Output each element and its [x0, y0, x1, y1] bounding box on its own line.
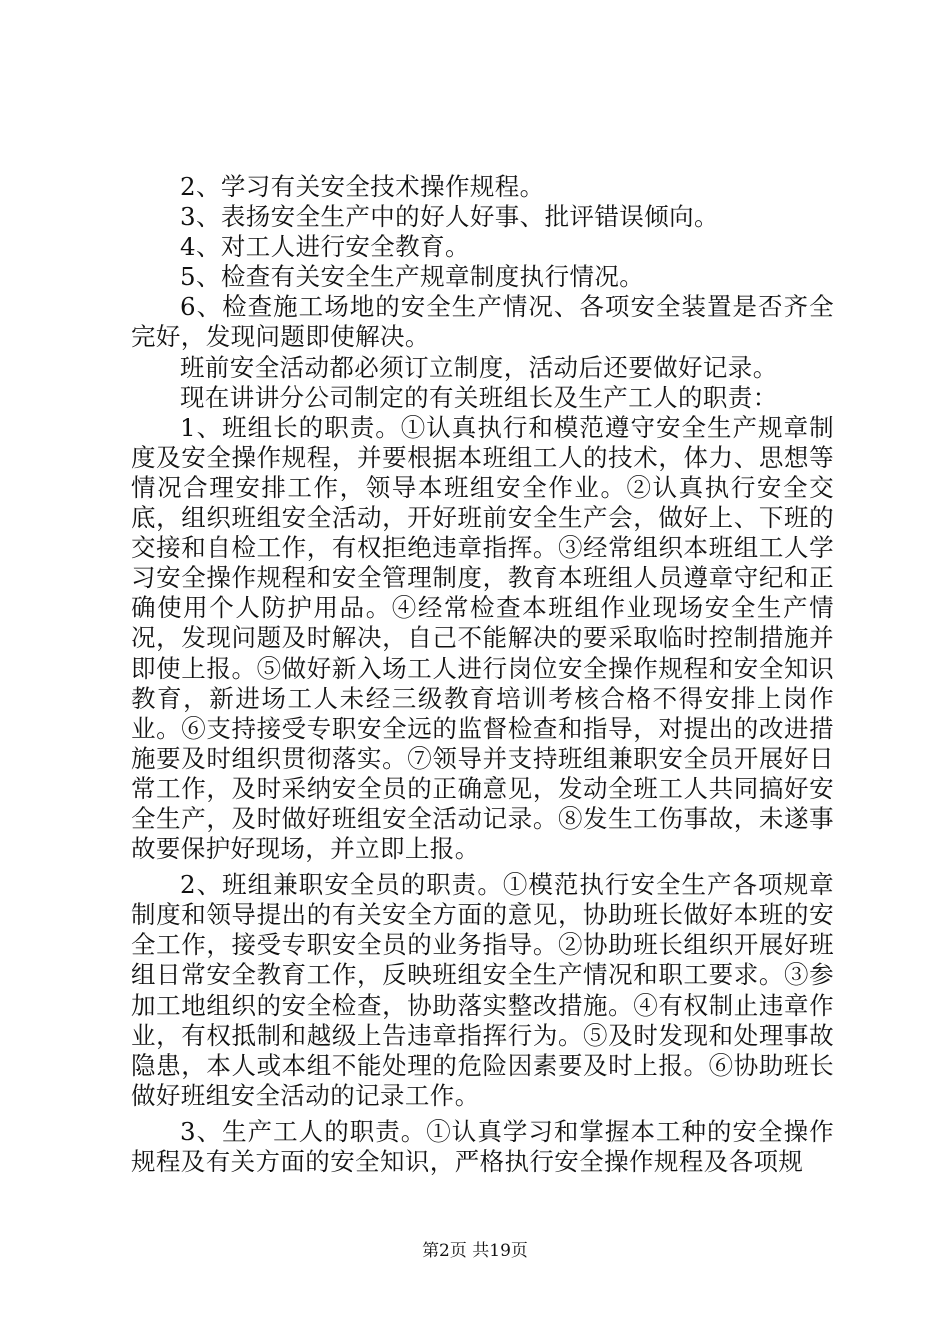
- document-body: [131, 172, 834, 1177]
- paragraph-duties-intro: 现在讲讲分公司制定的有关班组长及生产工人的职责：: [180, 382, 778, 412]
- paragraph-safety-officer-duties: 2、班组兼职安全员的职责。①模范执行安全生产各项规章制度和领导提出的有关安全方面的意见，协助班长做好本班的安全工作，接受专职安全员的业务指导。②协助班长组织开展好班组日常安全教育工作，反映班组安全生产情况和职工要求。③参加工地组织的安全检查，协助落实整改措施。④有权制止违章作业，有权抵制和越级上告违章指挥行为。⑤及时发现和处理事故隐患，本人或本组不能处理的危险因素要及时上报。⑥协助班长做好班组安全活动的记录工作。: [131, 870, 834, 1110]
- paragraph-item-5: 5、检查有关安全生产规章制度执行情况。: [180, 262, 645, 292]
- paragraph-item-4: 4、对工人进行安全教育。: [180, 232, 470, 262]
- paragraph-item-6: 6、检查施工场地的安全生产情况、各项安全装置是否齐全完好，发现问题即使解决。: [131, 292, 834, 352]
- paragraph-item-3: 3、表扬安全生产中的好人好事、批评错误倾向。: [180, 202, 719, 232]
- paragraph-item-2: 2、学习有关安全技术操作规程。: [180, 172, 545, 201]
- paragraph-team-leader-duties: 1、班组长的职责。①认真执行和模范遵守安全生产规章制度及安全操作规程，并要根据本班组工人的技术，体力、思想等情况合理安排工作，领导本班组安全作业。②认真执行安全交底，组织班组安全活动，开好班前安全生产会，做好上、下班的交接和自检工作，有权拒绝违章指挥。③经常组织本班组工人学习安全操作规程和安全管理制度，教育本班组人员遵章守纪和正确使用个人防护用品。④经常检查本班组作业现场安全生产情况，发现问题及时解决，自己不能解决的要采取临时控制措施并即使上报。⑤做好新入场工人进行岗位安全操作规程和安全知识教育，新进场工人未经三级教育培训考核合格不得安排上岗作业。⑥支持接受专职安全远的监督检查和指导，对提出的改进措施要及时组织贯彻落实。⑦领导并支持班组兼职安全员开展好日常工作，及时采纳安全员的正确意见，发动全班工人共同搞好安全生产，及时做好班组安全活动记录。⑧发生工伤事故，未遂事故要保护好现场，并立即上报。: [131, 412, 834, 864]
- paragraph-record-rule: 班前安全活动都必须订立制度，活动后还要做好记录。: [180, 352, 778, 382]
- paragraph-worker-duties: 3、生产工人的职责。①认真学习和掌握本工种的安全操作规程及有关方面的安全知识，严格执行安全操作规程及各项规: [131, 1116, 834, 1176]
- page-number-footer: 第2页 共19页: [422, 1241, 528, 1261]
